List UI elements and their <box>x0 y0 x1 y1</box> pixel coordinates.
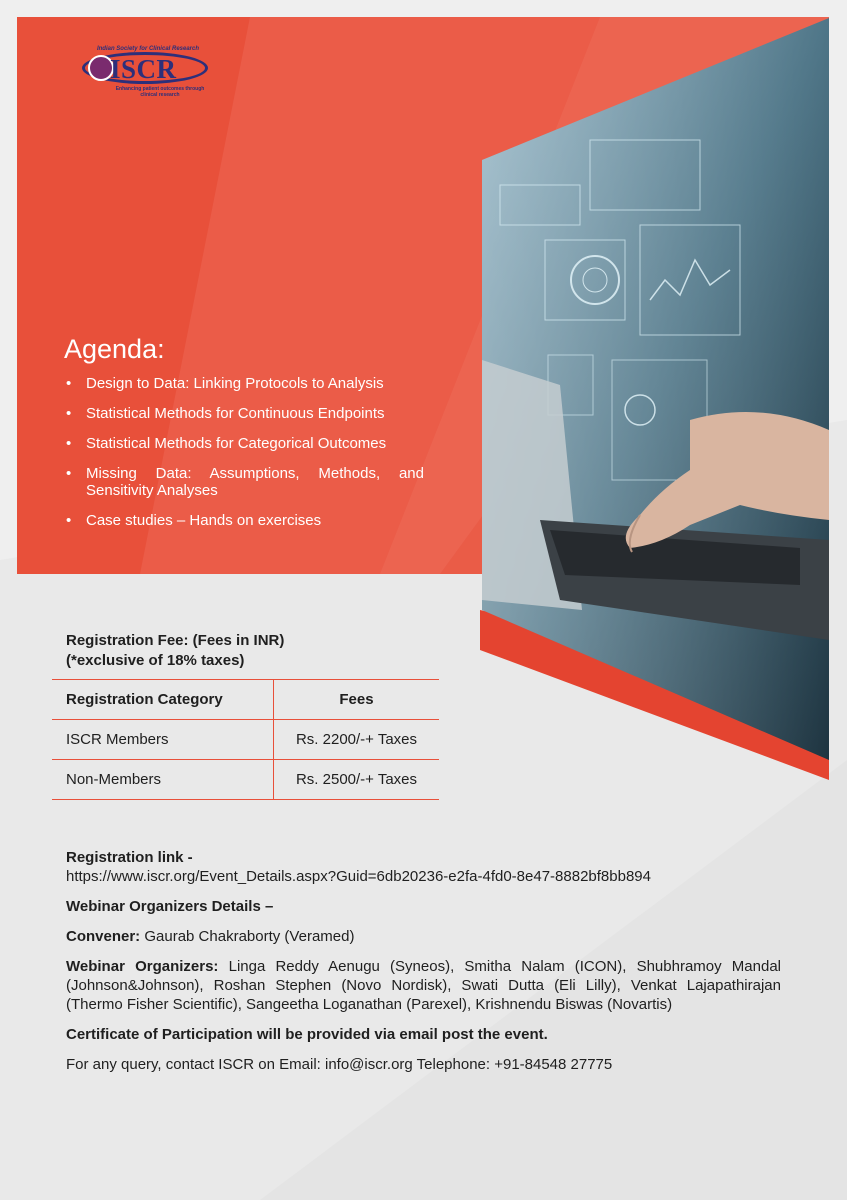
table-header-row <box>52 680 439 720</box>
society-name: Indian Society for Clinical Research <box>96 46 200 52</box>
convener-name: Gaurab Chakraborty (Veramed) <box>144 928 355 945</box>
agenda-item: • Design to Data: Linking Protocols to Analysis <box>66 375 424 392</box>
table-row <box>52 760 439 800</box>
registration-link-label: Registration link - <box>66 849 193 866</box>
registration-link[interactable]: https://www.iscr.org/Event_Details.aspx?Guid=6db20236-e2fa-4fd0-8e47-8882bf8bb894 <box>66 868 651 885</box>
column-header-fees: Fees <box>339 691 374 708</box>
fee-title: Registration Fee: (Fees in INR) <box>66 632 285 649</box>
logo-tagline: Enhancing patient outcomes through clinical research <box>115 86 205 98</box>
certificate-note: Certificate of Participation will be provided via email post the event. <box>66 1026 548 1043</box>
organizers-line <box>66 957 781 1014</box>
category-cell: ISCR Members <box>52 720 274 760</box>
agenda-item: • Case studies – Hands on exercises <box>66 512 424 529</box>
organizers-list: Linga Reddy Aenugu (Syneos), Smitha Nalam (ICON), Shubhramoy Mandal (Johnson&Johnson), Roshan Stephen (Novo Nordisk), Swati Dutta (Eli Lilly), Venkat Lajapathirajan (Thermo Fisher Scientific), Sangeetha Loganathan (Parexel), Krishnendu Biswas (Novartis) <box>66 958 781 1013</box>
agenda-list <box>66 375 424 542</box>
fee-table <box>52 679 439 800</box>
category-cell: Non-Members <box>52 760 274 800</box>
organizers-heading: Webinar Organizers Details – <box>66 898 274 915</box>
logo-acronym: ISCR <box>110 54 177 84</box>
registration-fee-heading <box>66 631 284 671</box>
agenda-title: Agenda: <box>64 334 165 364</box>
event-info <box>66 848 781 1074</box>
fee-cell: Rs. 2200/-+ Taxes <box>295 731 418 748</box>
contact-line: For any query, contact ISCR on Email: info@iscr.org Telephone: +91-84548 27775 <box>66 1056 613 1073</box>
organizers-label: Webinar Organizers: <box>66 958 219 975</box>
convener-label: Convener: <box>66 928 141 945</box>
tax-note: (*exclusive of 18% taxes) <box>66 652 245 669</box>
iscr-logo <box>80 46 210 112</box>
agenda-item: • Statistical Methods for Categorical Outcomes <box>66 435 424 452</box>
convener-line <box>66 927 781 946</box>
column-header-category: Registration Category <box>52 680 274 720</box>
agenda-item: • Missing Data: Assumptions, Methods, and Sensitivity Analyses <box>66 465 424 499</box>
fee-cell: Rs. 2500/-+ Taxes <box>295 771 418 788</box>
table-row <box>52 720 439 760</box>
agenda-item: • Statistical Methods for Continuous Endpoints <box>66 405 424 422</box>
